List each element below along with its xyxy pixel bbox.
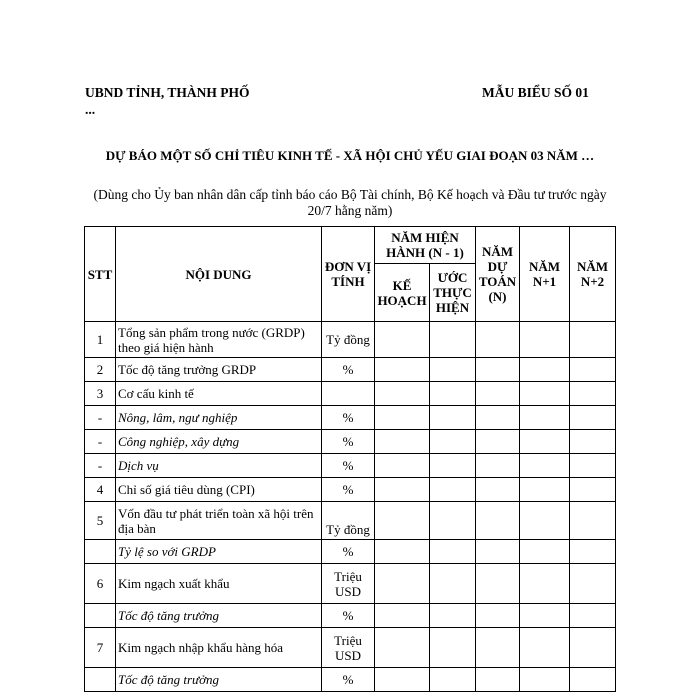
cell-nam-du-toan: [476, 564, 520, 604]
row-unit: [322, 382, 375, 406]
row-unit: %: [322, 668, 375, 692]
row-content: Tốc độ tăng trưởng GRDP: [116, 358, 322, 382]
cell-uoc-thuc-hien: [430, 564, 476, 604]
row-stt: [85, 668, 116, 692]
row-content: Nông, lâm, ngư nghiệp: [116, 406, 322, 430]
cell-nam-n2: [570, 668, 616, 692]
cell-uoc-thuc-hien: [430, 406, 476, 430]
cell-ke-hoach: [375, 382, 430, 406]
row-unit: Tỷ đồng: [322, 502, 375, 540]
table-body: [85, 322, 616, 692]
cell-nam-n2: [570, 358, 616, 382]
cell-ke-hoach: [375, 322, 430, 358]
cell-uoc-thuc-hien: [430, 322, 476, 358]
row-stt: 4: [85, 478, 116, 502]
cell-uoc-thuc-hien: [430, 382, 476, 406]
cell-nam-du-toan: [476, 540, 520, 564]
cell-uoc-thuc-hien: [430, 628, 476, 668]
row-content: Tỷ lệ so với GRDP: [116, 540, 322, 564]
table-row: [85, 604, 616, 628]
table-row: [85, 454, 616, 478]
table-row: [85, 540, 616, 564]
cell-nam-n1: [520, 406, 570, 430]
cell-nam-du-toan: [476, 406, 520, 430]
cell-nam-n1: [520, 382, 570, 406]
table-row: [85, 502, 616, 540]
cell-uoc-thuc-hien: [430, 668, 476, 692]
table-row: [85, 430, 616, 454]
header-nam-du-toan: NĂM DỰ TOÁN (N): [476, 227, 520, 322]
cell-nam-n2: [570, 502, 616, 540]
header-stt: STT: [85, 227, 116, 322]
cell-nam-du-toan: [476, 604, 520, 628]
cell-nam-du-toan: [476, 668, 520, 692]
table-row: [85, 564, 616, 604]
row-content: Chỉ số giá tiêu dùng (CPI): [116, 478, 322, 502]
row-unit: %: [322, 478, 375, 502]
row-stt: [85, 540, 116, 564]
cell-nam-n1: [520, 540, 570, 564]
cell-nam-du-toan: [476, 502, 520, 540]
cell-nam-du-toan: [476, 430, 520, 454]
cell-nam-n2: [570, 406, 616, 430]
row-stt: -: [85, 430, 116, 454]
cell-ke-hoach: [375, 478, 430, 502]
row-stt: -: [85, 406, 116, 430]
cell-nam-n1: [520, 454, 570, 478]
row-stt: 3: [85, 382, 116, 406]
cell-ke-hoach: [375, 564, 430, 604]
cell-ke-hoach: [375, 540, 430, 564]
cell-nam-n2: [570, 628, 616, 668]
row-stt: 5: [85, 502, 116, 540]
cell-nam-n1: [520, 430, 570, 454]
row-unit: Triệu USD: [322, 564, 375, 604]
table-row: [85, 358, 616, 382]
header-don-vi-tinh: ĐƠN VỊ TÍNH: [322, 227, 375, 322]
row-stt: -: [85, 454, 116, 478]
cell-nam-n1: [520, 502, 570, 540]
row-content: Vốn đầu tư phát triển toàn xã hội trên địa bàn: [116, 502, 322, 540]
form-number: MẪU BIỂU SỐ 01: [482, 85, 589, 100]
cell-uoc-thuc-hien: [430, 478, 476, 502]
row-unit: %: [322, 454, 375, 478]
cell-uoc-thuc-hien: [430, 502, 476, 540]
header-nam-n2: NĂM N+2: [570, 227, 616, 322]
forecast-table: [84, 226, 616, 692]
cell-nam-n2: [570, 322, 616, 358]
cell-nam-du-toan: [476, 382, 520, 406]
cell-nam-n2: [570, 478, 616, 502]
table-row: [85, 322, 616, 358]
row-stt: 7: [85, 628, 116, 668]
cell-ke-hoach: [375, 502, 430, 540]
cell-ke-hoach: [375, 454, 430, 478]
cell-ke-hoach: [375, 358, 430, 382]
row-content: Tốc độ tăng trưởng: [116, 604, 322, 628]
table-row: [85, 406, 616, 430]
cell-nam-n1: [520, 564, 570, 604]
cell-uoc-thuc-hien: [430, 454, 476, 478]
table-row: [85, 478, 616, 502]
row-unit: Tỷ đồng: [322, 322, 375, 358]
cell-uoc-thuc-hien: [430, 540, 476, 564]
cell-nam-n2: [570, 430, 616, 454]
cell-nam-n2: [570, 540, 616, 564]
cell-nam-n2: [570, 604, 616, 628]
row-unit: %: [322, 358, 375, 382]
header-ke-hoach: KẾ HOẠCH: [375, 264, 430, 322]
cell-nam-du-toan: [476, 322, 520, 358]
cell-ke-hoach: [375, 430, 430, 454]
cell-nam-n1: [520, 604, 570, 628]
row-stt: 1: [85, 322, 116, 358]
row-unit: Triệu USD: [322, 628, 375, 668]
row-unit: %: [322, 406, 375, 430]
cell-nam-n1: [520, 322, 570, 358]
cell-nam-du-toan: [476, 454, 520, 478]
table-row: [85, 382, 616, 406]
row-unit: %: [322, 430, 375, 454]
issuer-header: UBND TỈNH, THÀNH PHỐ ...: [85, 85, 250, 117]
cell-uoc-thuc-hien: [430, 604, 476, 628]
header-nam-hien-hanh: NĂM HIỆN HÀNH (N - 1): [375, 227, 476, 264]
row-content: Tốc độ tăng trưởng: [116, 668, 322, 692]
cell-nam-n1: [520, 628, 570, 668]
row-content: Kim ngạch xuất khẩu: [116, 564, 322, 604]
row-content: Tổng sản phẩm trong nước (GRDP) theo giá hiện hành: [116, 322, 322, 358]
row-stt: 6: [85, 564, 116, 604]
cell-nam-du-toan: [476, 628, 520, 668]
header-nam-n1: NĂM N+1: [520, 227, 570, 322]
row-content: Công nghiệp, xây dựng: [116, 430, 322, 454]
row-content: Dịch vụ: [116, 454, 322, 478]
row-content: Cơ cấu kinh tế: [116, 382, 322, 406]
cell-nam-n1: [520, 668, 570, 692]
cell-nam-du-toan: [476, 358, 520, 382]
cell-ke-hoach: [375, 668, 430, 692]
header-uoc-thuc-hien: ƯỚC THỰC HIỆN: [430, 264, 476, 322]
row-unit: %: [322, 540, 375, 564]
table-row: [85, 668, 616, 692]
table-row: [85, 628, 616, 668]
cell-uoc-thuc-hien: [430, 358, 476, 382]
row-stt: [85, 604, 116, 628]
cell-nam-n1: [520, 478, 570, 502]
cell-ke-hoach: [375, 628, 430, 668]
row-unit: %: [322, 604, 375, 628]
cell-nam-n1: [520, 358, 570, 382]
document-subtitle: (Dùng cho Ủy ban nhân dân cấp tỉnh báo cáo Bộ Tài chính, Bộ Kế hoạch và Đầu tư trước ngày 20/7 hằng năm): [93, 187, 607, 218]
cell-ke-hoach: [375, 604, 430, 628]
row-content: Kim ngạch nhập khẩu hàng hóa: [116, 628, 322, 668]
cell-nam-n2: [570, 382, 616, 406]
cell-nam-n2: [570, 454, 616, 478]
cell-uoc-thuc-hien: [430, 430, 476, 454]
row-stt: 2: [85, 358, 116, 382]
cell-nam-n2: [570, 564, 616, 604]
header-noi-dung: NỘI DUNG: [116, 227, 322, 322]
cell-nam-du-toan: [476, 478, 520, 502]
document-title: DỰ BÁO MỘT SỐ CHỈ TIÊU KINH TẾ - XÃ HỘI CHỦ YẾU GIAI ĐOẠN 03 NĂM …: [105, 148, 595, 163]
cell-ke-hoach: [375, 406, 430, 430]
